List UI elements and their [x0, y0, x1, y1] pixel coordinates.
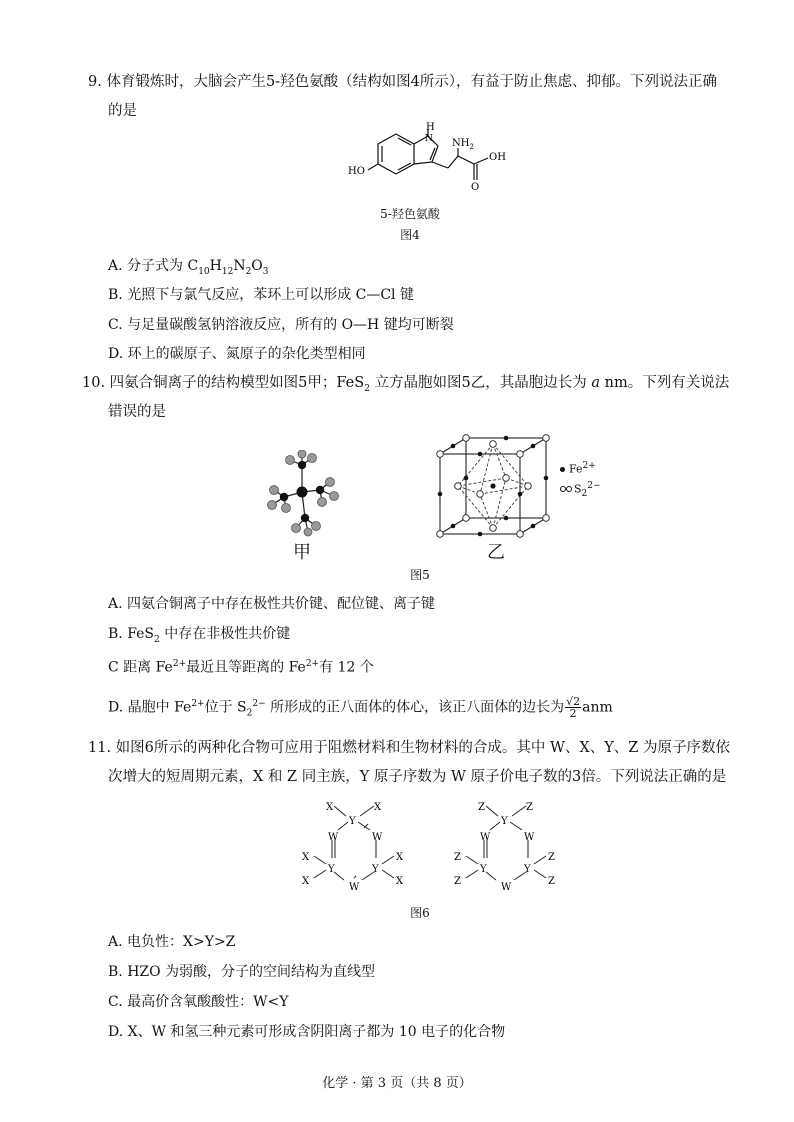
- atom-w: W: [349, 882, 360, 893]
- atom-x: X: [302, 876, 310, 887]
- q10-stem-a: 10. 四氨合铜离子的结构模型如图5甲；FeS: [82, 375, 365, 391]
- q10-b-a: B. FeS: [108, 626, 155, 642]
- figure-6-right-compound: [448, 796, 568, 896]
- figure-4-name: 5-羟色氨酸: [380, 207, 440, 221]
- q10-c-sup1: 2+: [172, 659, 187, 669]
- q10-stem-line2: 错误的是: [108, 404, 166, 420]
- atom-oh-label: OH: [489, 152, 506, 163]
- q10-c-sup2: 2+: [305, 659, 320, 669]
- atom-z: Z: [454, 852, 461, 863]
- q10-option-a: A. 四氨合铜离子中存在极性共价键、配位键、离子键: [108, 596, 436, 612]
- atom-nh2-sub: 2: [469, 143, 474, 151]
- legend-fe-text: Fe: [569, 462, 583, 476]
- atom-y: Y: [501, 816, 508, 827]
- legend-s2-circles-2: [566, 486, 572, 492]
- atom-x: X: [396, 852, 404, 863]
- figure-6-label: 图6: [410, 906, 430, 920]
- q10-b-b: 中存在非极性共价键: [159, 626, 291, 642]
- figure-5-legend: [560, 458, 601, 502]
- atom-y: Y: [480, 864, 487, 875]
- atom-w: W: [328, 832, 339, 843]
- q10-option-d: [108, 694, 613, 723]
- q10-stem-b: 立方晶胞如图5乙，其晶胞边长为: [369, 375, 592, 391]
- q11-option-d: D. X、W 和氢三种元素可形成含阴阳离子都为 10 电子的化合物: [108, 1024, 506, 1040]
- legend-s-sub: 2: [581, 488, 588, 499]
- atom-x: X: [374, 802, 382, 813]
- q9-a-n: N: [233, 258, 246, 274]
- q10-d-fraction: [565, 696, 581, 719]
- q9-option-c: C. 与足量碳酸氢钠溶液反应，所有的 O—H 键均可断裂: [108, 317, 454, 333]
- atom-z: Z: [548, 876, 555, 887]
- q10-stem-sub: 2: [364, 383, 370, 394]
- q10-stem-line1: [82, 373, 729, 399]
- atom-y: Y: [328, 864, 335, 875]
- atom-ho-label: HO: [348, 166, 365, 177]
- q10-d-a: D. 晶胞中 Fe: [108, 699, 192, 716]
- atom-o-label: O: [471, 182, 480, 193]
- figure-5-yi-crystal-cell: [430, 432, 560, 542]
- q10-d-c: 所形成的正八面体的体心，该正八面体的边长为: [265, 699, 565, 716]
- q10-stem-c: nm。下列有关说法: [600, 375, 730, 391]
- q10-d-sup2: 2−: [252, 699, 266, 709]
- atom-w: W: [372, 832, 383, 843]
- q9-a-sub-4: 3: [262, 266, 269, 277]
- atom-z: Z: [526, 802, 533, 813]
- legend-fe: [560, 458, 601, 478]
- legend-s-text: S: [574, 482, 582, 496]
- q10-d-den: 2: [569, 707, 577, 721]
- q10-stem-var: a: [591, 375, 601, 391]
- atom-y: Y: [372, 864, 379, 875]
- q10-d-end: anm: [582, 699, 613, 716]
- legend-fe-sup: 2+: [582, 461, 596, 471]
- atom-h-label: H: [426, 122, 435, 133]
- q9-option-a: [108, 256, 269, 282]
- legend-fe-dot: [560, 467, 565, 472]
- page-footer: 化学 · 第 3 页（共 8 页）: [322, 1076, 472, 1091]
- atom-w: W: [480, 832, 491, 843]
- q9-stem-line2: 的是: [108, 103, 137, 119]
- atom-y: Y: [349, 816, 356, 827]
- q10-c-b: 最近且等距离的 Fe: [186, 659, 306, 676]
- legend-s2: [560, 478, 601, 502]
- q9-a-sub-2: 12: [221, 266, 234, 277]
- atom-x: X: [396, 876, 404, 887]
- atom-x: X: [302, 852, 310, 863]
- figure-4-label: 图4: [400, 228, 420, 242]
- q10-d-num: √2: [566, 695, 581, 709]
- q9-option-b: B. 光照下与氯气反应，苯环上可以形成 C—Cl 键: [108, 287, 414, 303]
- q10-d-b: 位于 S: [204, 699, 247, 716]
- q10-d-sub: 2: [246, 708, 253, 719]
- atom-nh2-label: NH: [452, 138, 470, 149]
- q9-a-sub-3: 2: [245, 266, 252, 277]
- figure-5-jia-model: [262, 450, 342, 540]
- q10-b-sub: 2: [154, 634, 160, 645]
- figure-5-label: 图5: [410, 568, 430, 582]
- atom-z: Z: [478, 802, 485, 813]
- atom-w: W: [501, 882, 512, 893]
- q10-option-b: [108, 624, 290, 650]
- atom-w: W: [524, 832, 535, 843]
- q9-a-sub-1: 10: [198, 266, 210, 277]
- figure-5-yi-label: 乙: [487, 542, 505, 563]
- q10-c-a: C 距离 Fe: [108, 659, 173, 676]
- q11-stem-line1: 11. 如图6所示的两种化合物可应用于阻燃材料和生物材料的合成。其中 W、X、Y、Z 为原子序数依: [88, 740, 730, 756]
- q11-option-b: B. HZO 为弱酸，分子的空间结构为直线型: [108, 964, 376, 980]
- q9-option-a-text: A. 分子式为 C: [108, 258, 199, 274]
- atom-x: X: [326, 802, 334, 813]
- q9-stem-line1: 9. 体育锻炼时，大脑会产生5-羟色氨酸（结构如图4所示），有益于防止焦虑、抑郁。下列说法正确: [88, 74, 718, 90]
- atom-y: Y: [524, 864, 531, 875]
- atom-n-label: N: [425, 134, 433, 144]
- figure-6-left-compound: [296, 796, 416, 896]
- figure-4-structure: [340, 122, 520, 202]
- q9-option-d: D. 环上的碳原子、氮原子的杂化类型相同: [108, 346, 366, 362]
- q10-option-c: [108, 654, 374, 678]
- q11-option-c: C. 最高价含氧酸酸性：W<Y: [108, 994, 289, 1010]
- q10-c-c: 有 12 个: [319, 659, 374, 676]
- q9-a-o: O: [251, 258, 263, 274]
- legend-s-sup: 2−: [587, 480, 601, 491]
- q11-stem-line2: 次增大的短周期元素，X 和 Z 同主族，Y 原子序数为 W 原子价电子数的3倍。下列说法正确的是: [108, 769, 727, 785]
- atom-z: Z: [454, 876, 461, 887]
- q9-a-h: H: [209, 258, 222, 274]
- figure-5-jia-label: 甲: [293, 542, 311, 563]
- svg-text:NH2: [452, 138, 474, 151]
- atom-z: Z: [548, 852, 555, 863]
- q11-option-a: A. 电负性：X>Y>Z: [108, 934, 236, 950]
- q10-d-sup: 2+: [191, 699, 205, 709]
